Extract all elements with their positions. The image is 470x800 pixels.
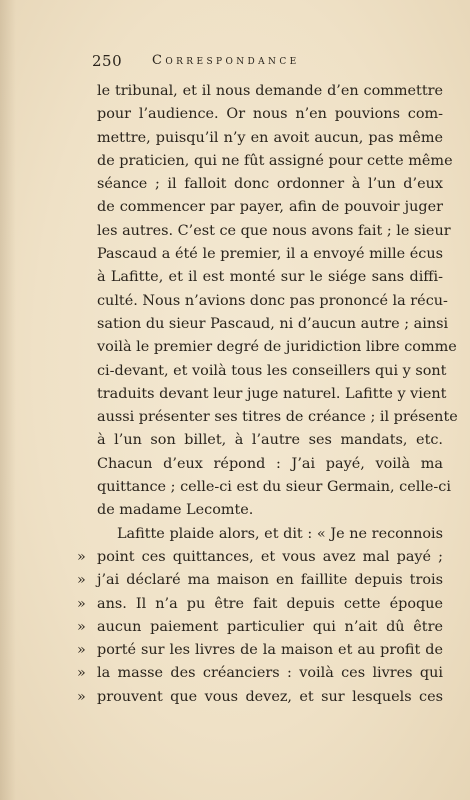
quote-mark: »: [77, 548, 86, 565]
text-line: quittance ; celle-ci est du sieur Germain, celle-ci: [97, 479, 451, 496]
quoted-text: point ces quittances, et vous avez mal payé ;: [97, 548, 443, 565]
paragraph: [97, 80, 458, 523]
running-title: Correspondance: [152, 53, 300, 68]
quoted-text: ans. Il n’a pu être fait depuis cette époque: [97, 595, 443, 612]
quoted-line: [77, 546, 443, 569]
quote-mark: »: [77, 642, 86, 659]
quote-mark: »: [77, 688, 86, 705]
quoted-text: la masse des créanciers : voilà ces livres qui: [97, 665, 443, 682]
quoted-line: [77, 686, 443, 709]
text-line: à l’un son billet, à l’autre ses mandats, etc.: [97, 432, 443, 449]
text-line: culté. Nous n’avions donc pas prononcé la récu-: [97, 292, 448, 309]
text-line: le tribunal, et il nous demande d’en commettre: [97, 83, 443, 99]
quote-mark: »: [77, 618, 86, 635]
text-line: Pascaud a été le premier, il a envoyé mille écus: [97, 246, 443, 263]
quote-mark: »: [77, 595, 86, 612]
text-line: Chacun d’eux répond : J’ai payé, voilà ma: [97, 455, 443, 472]
quoted-text: prouvent que vous devez, et sur lesquels ces: [97, 688, 443, 705]
text-line: à Lafitte, et il est monté sur le siége sans diffi-: [97, 269, 443, 286]
paragraph: [77, 523, 443, 709]
body-text: [77, 80, 458, 709]
quoted-text: porté sur les livres de la maison et au profit de: [97, 642, 443, 659]
page-number: 250: [92, 52, 123, 70]
quoted-line: [77, 662, 443, 685]
text-line: sation du sieur Pascaud, ni d’aucun autre ; ainsi: [97, 315, 449, 332]
quoted-line: [77, 569, 443, 592]
quoted-line: [77, 639, 443, 662]
text-line: les autres. C’est ce que nous avons fait ; le sieur: [97, 222, 451, 239]
text-line: Lafitte plaide alors, et dit : « Je ne reconnois: [117, 525, 443, 542]
text-line: mettre, puisqu’il n’y en avoit aucun, pas même: [97, 129, 443, 146]
text-line: de commencer par payer, afin de pouvoir juger: [97, 199, 443, 216]
text-line: de madame Lecomte.: [97, 502, 254, 519]
quoted-text: aucun paiement particulier qui n’ait dû être: [97, 618, 443, 635]
page-header: [82, 52, 442, 74]
quote-mark: »: [77, 665, 86, 682]
text-line: séance ; il falloit donc ordonner à l’un d’eux: [97, 176, 443, 193]
quoted-line: [77, 616, 443, 639]
text-line: traduits devant leur juge naturel. Lafitte y vient: [97, 385, 447, 402]
text-line: aussi présenter ses titres de créance ; il présente: [97, 409, 458, 426]
text-line: ci-devant, et voilà tous les conseillers qui y sont: [97, 362, 447, 379]
quote-mark: »: [77, 572, 86, 589]
text-line: voilà le premier degré de juridiction libre comme: [97, 339, 457, 356]
quoted-line: [77, 593, 443, 616]
text-line: de praticien, qui ne fût assigné pour cette même: [97, 152, 453, 169]
text-line: pour l’audience. Or nous n’en pouvions com-: [97, 106, 443, 123]
quoted-text: j’ai déclaré ma maison en faillite depuis trois: [97, 572, 443, 589]
